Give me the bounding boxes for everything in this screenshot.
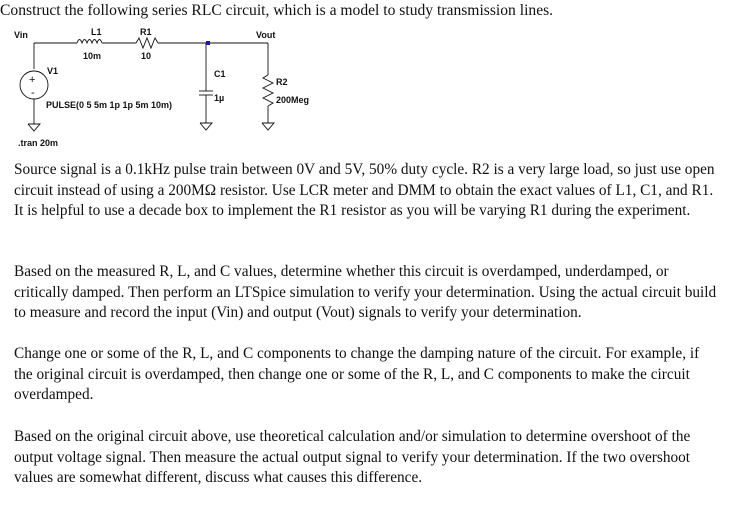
resistor-r1 bbox=[136, 38, 158, 48]
v1-name: V1 bbox=[47, 66, 59, 76]
node-dot bbox=[206, 41, 210, 45]
paragraph-change-components: Change one or some of the R, L, and C components to change the damping nature of the circuit. For example, if the original circuit is overdamped, then change one or some of the R, L, and C components to make the circuit overdamped. bbox=[14, 345, 700, 403]
rlc-schematic bbox=[0, 22, 360, 152]
vout-label: Vout bbox=[256, 30, 276, 40]
l1-name: L1 bbox=[91, 27, 102, 37]
ground-r2-icon bbox=[262, 123, 274, 130]
c1-value: 1µ bbox=[214, 93, 225, 103]
v1-minus-sign: - bbox=[31, 87, 35, 99]
inductor-l1 bbox=[77, 40, 102, 44]
l1-value: 10m bbox=[83, 51, 102, 61]
resistor-r2 bbox=[263, 75, 273, 106]
paragraph-damping: Based on the measured R, L, and C values, determine whether this circuit is overdamped, underdamped, or critically damped. Then perform an LTSpice simulation to verify your determination. Using the actual circuit build to measure and record the input (Vin) and output (Vout) signals to verify your determination. bbox=[14, 263, 717, 321]
paragraph-overshoot: Based on the original circuit above, use theoretical calculation and/or simulation to determine overshoot of the output voltage signal. Then measure the actual output signal to verify your determination. If the two overshoot values are somewhat different, discuss what causes this difference. bbox=[14, 428, 691, 486]
paragraph-source-signal: Source signal is a 0.1kHz pulse train between 0V and 5V, 50% duty cycle. R2 is a very large load, so just use open circuit instead of using a 200MΩ resistor. Use LCR meter and DMM to obtain the exact values of L1, C1, and R1. It is helpful to use a decade box to implement the R1 resistor as you will be varying R1 during the experiment. bbox=[14, 161, 715, 219]
r2-value: 200Meg bbox=[276, 95, 310, 105]
v1-plus-sign: + bbox=[29, 74, 36, 86]
r2-name: R2 bbox=[276, 77, 288, 87]
ground-c1-icon bbox=[200, 123, 212, 130]
tran-directive: .tran 20m bbox=[18, 138, 59, 148]
r1-value: 10 bbox=[141, 51, 152, 61]
v1-value: PULSE(0 5 5m 1p 1p 5m 10m) bbox=[46, 100, 173, 110]
question-title: Construct the following series RLC circuit, which is a model to study transmission lines. bbox=[0, 2, 554, 19]
ground-v1-icon bbox=[28, 124, 40, 131]
vin-label: Vin bbox=[14, 30, 28, 40]
c1-name: C1 bbox=[214, 69, 226, 79]
r1-name: R1 bbox=[140, 27, 152, 37]
